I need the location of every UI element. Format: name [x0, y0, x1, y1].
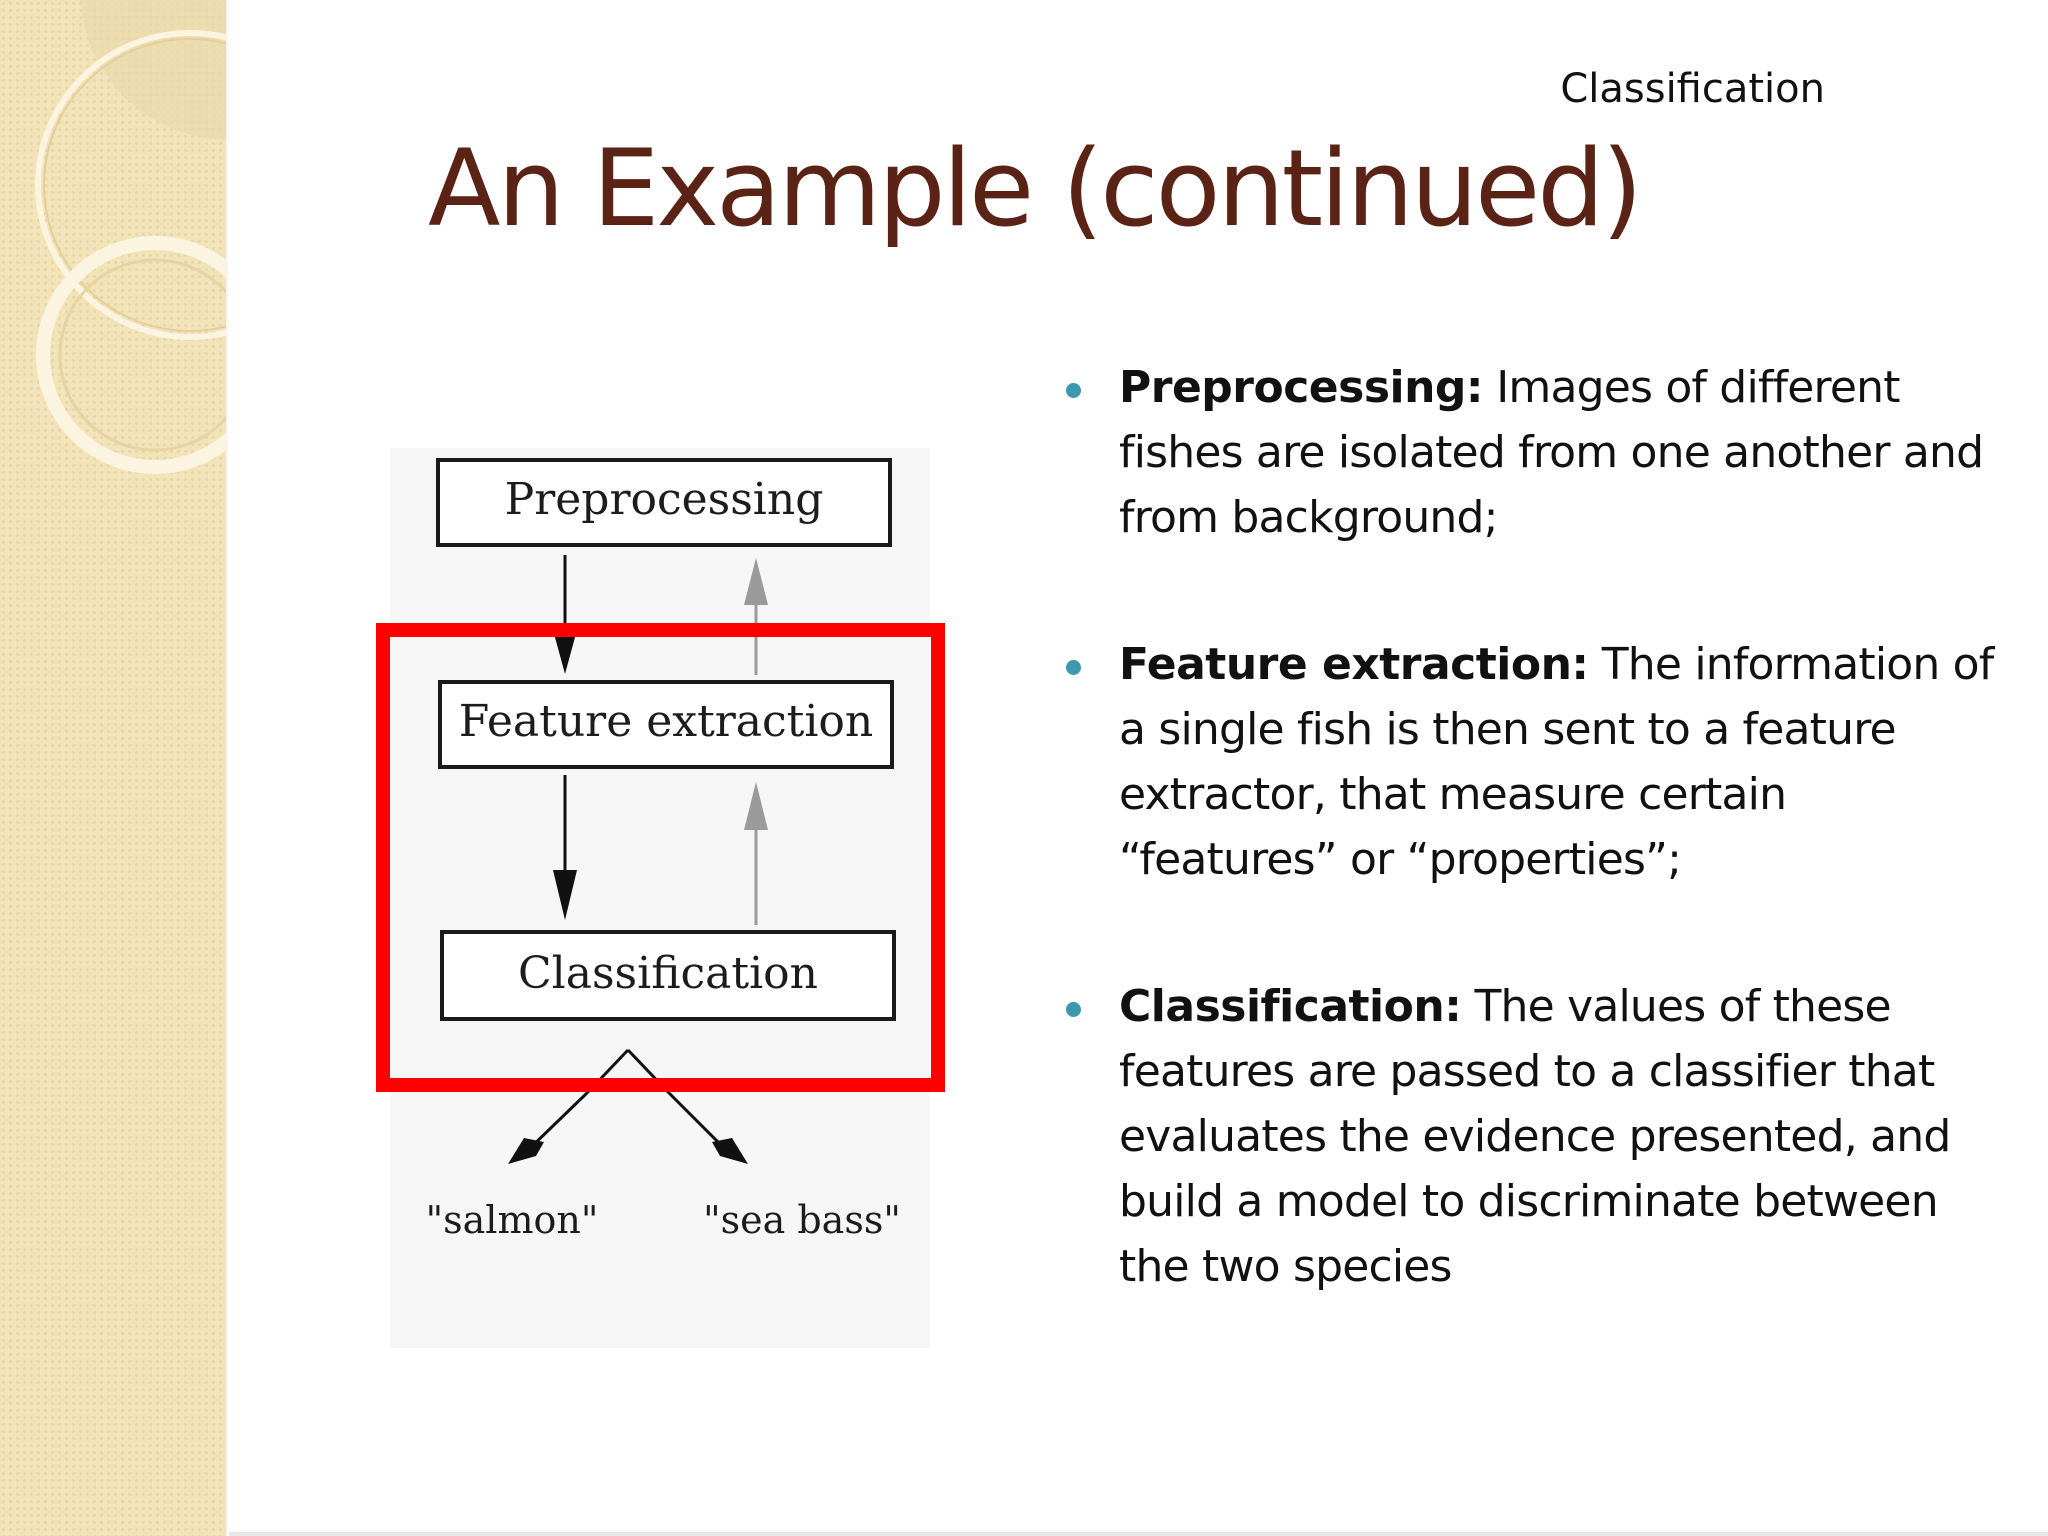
decorative-circles [0, 0, 226, 1536]
section-label: Classification [1560, 66, 1825, 112]
bullet-dot-icon [1066, 383, 1081, 398]
bottom-divider [229, 1532, 2048, 1536]
bullet-dot-icon [1066, 1002, 1081, 1017]
slide-title: An Example (continued) [428, 127, 1640, 250]
bullet-term: Preprocessing: [1119, 362, 1484, 413]
output-label-sea-bass: "sea bass" [703, 1198, 901, 1242]
output-label-salmon: "salmon" [425, 1198, 599, 1242]
bullet-term: Feature extraction: [1119, 639, 1589, 690]
bullet-dot-icon [1066, 660, 1081, 675]
diagram-label-feature-extraction: Feature extraction [458, 696, 874, 747]
bullet-text: The values of these features are passed to a classifier that evaluates the evidence presented, and build a model to discriminate between the two species [1119, 981, 1951, 1292]
diagram-label-preprocessing: Preprocessing [504, 474, 824, 525]
bullet-text: Images of different fishes are isolated from one another and from background; [1119, 362, 1984, 543]
pipeline-diagram [372, 430, 952, 1350]
bullet-preprocessing [1060, 355, 2000, 550]
bullet-text: The information of a single fish is then sent to a feature extractor, that measure certain “features” or “properties”; [1119, 639, 1994, 885]
sidebar-edge [226, 0, 229, 1536]
decorative-sidebar [0, 0, 226, 1536]
bullet-feature-extraction [1060, 632, 2000, 892]
diagram-label-classification: Classification [517, 948, 818, 999]
bullet-list [1060, 355, 2000, 1381]
bullet-classification [1060, 974, 2000, 1299]
bullet-term: Classification: [1119, 981, 1462, 1032]
